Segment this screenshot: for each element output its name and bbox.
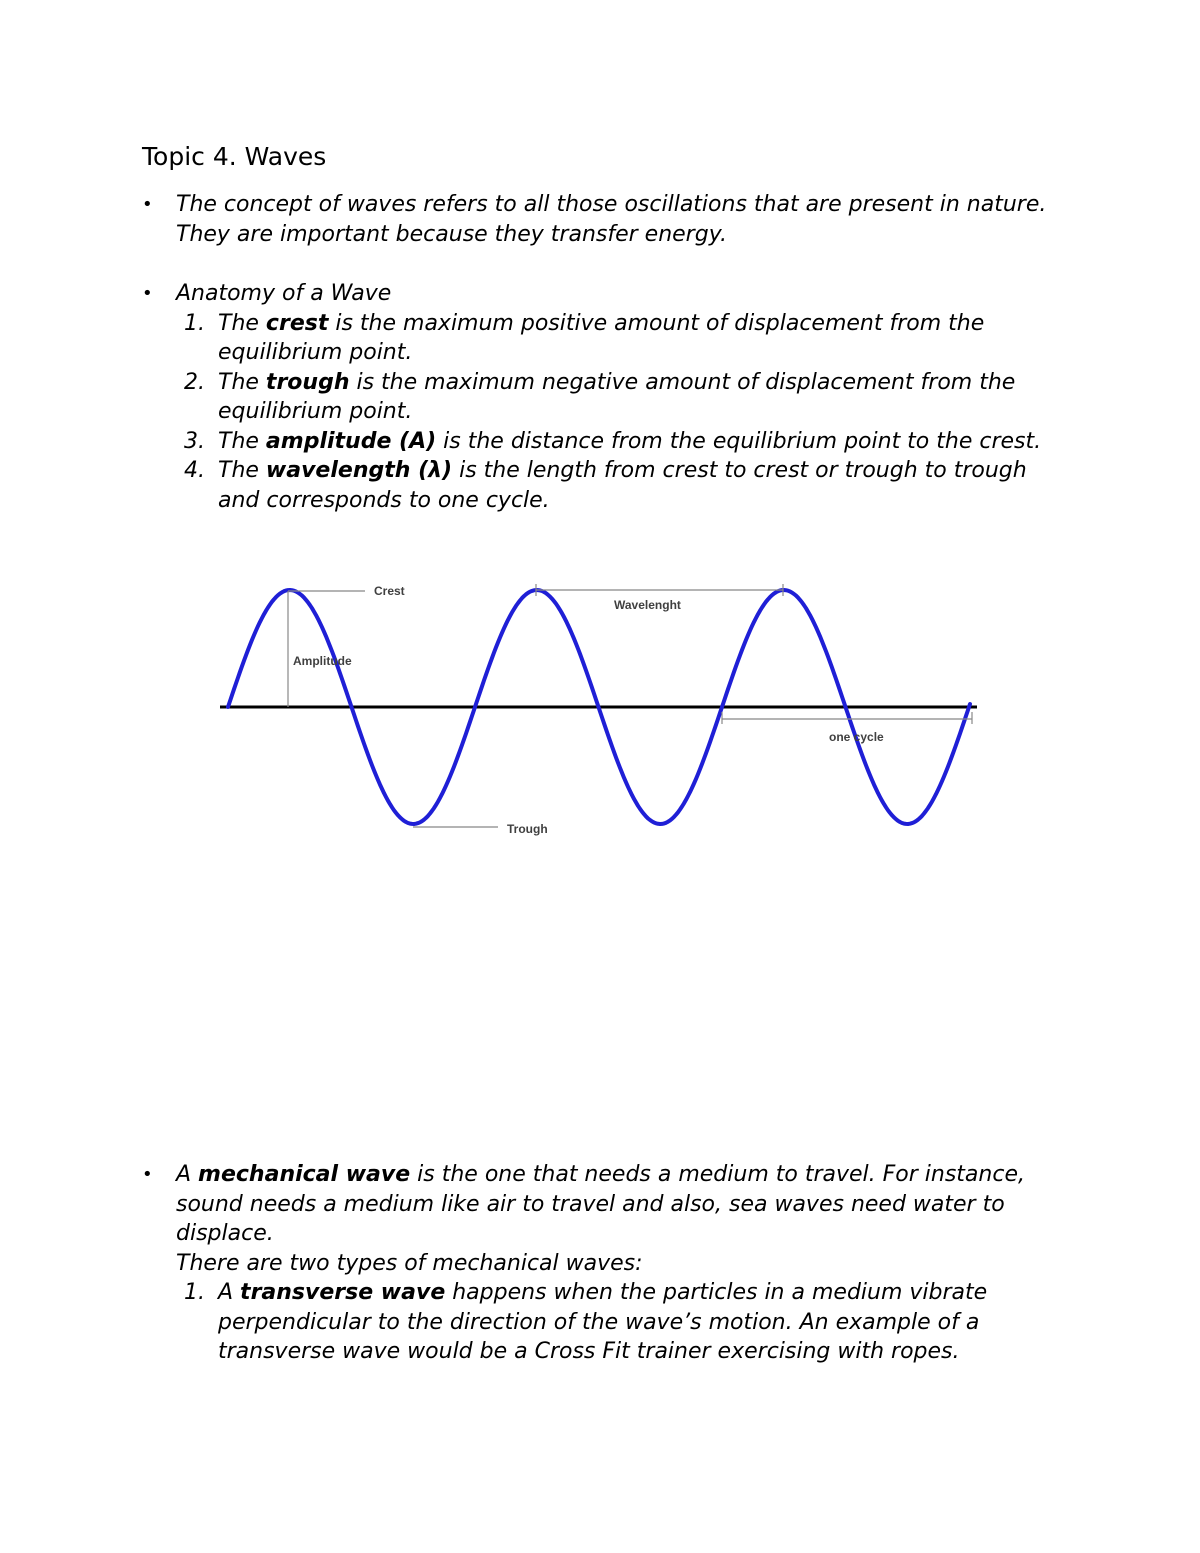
term-crest: crest (265, 310, 329, 336)
item-text: A (218, 1280, 241, 1305)
item-text: is the distance from the equilibrium point to the crest. (436, 428, 1042, 454)
anatomy-section (142, 279, 1072, 515)
crest-label: Crest (374, 584, 405, 598)
list-item (142, 279, 1072, 309)
term-transverse-wave: transverse wave (240, 1280, 446, 1305)
item-text: The (218, 428, 266, 454)
item-text: The (218, 310, 266, 336)
list-item (142, 1160, 1072, 1278)
wave-diagram (210, 572, 990, 852)
list-number: 1. (184, 1280, 205, 1305)
anatomy-item-crest (142, 309, 1072, 368)
anatomy-item-trough (142, 368, 1072, 427)
item-text: is the length from crest to crest or trough to trough and corresponds to one cycle. (218, 458, 1027, 513)
intro-text: The concept of waves refers to all those oscillations that are present in nature. They are important because they transfer energy. (176, 192, 1047, 247)
anatomy-label: Anatomy of a Wave (176, 281, 392, 306)
item-text: The (218, 458, 266, 483)
term-wavelength: wavelength (λ) (265, 458, 453, 483)
bullet-icon: • (142, 194, 153, 215)
bullet-icon: • (142, 283, 153, 304)
item-text: happens when the particles in a medium vibrate perpendicular to the direction of the wave’s motion. An example of a transverse wave would be a Cross Fit trainer exercising with ropes. (218, 1280, 988, 1364)
mechanical-section (142, 1160, 1072, 1367)
item-text: A (176, 1162, 199, 1187)
bullet-icon: • (142, 1164, 153, 1185)
intro-section (142, 190, 1072, 249)
amplitude-label: Amplitude (293, 654, 352, 668)
item-text: The (218, 369, 266, 395)
item-text: is the one that needs a medium to travel. For instance, sound needs a medium like air to travel and also, sea waves need water to displace. (176, 1162, 1025, 1246)
term-amplitude: amplitude (A) (265, 428, 437, 454)
list-number: 3. (184, 428, 205, 454)
page-title: Topic 4. Waves (142, 142, 327, 171)
list-number: 1. (184, 310, 205, 336)
types-intro: There are two types of mechanical waves: (176, 1250, 643, 1276)
wave-diagram-svg (210, 572, 990, 852)
item-text: is the maximum positive amount of displacement from the equilibrium point. (218, 310, 985, 365)
anatomy-item-amplitude (142, 427, 1072, 457)
term-mechanical-wave: mechanical wave (198, 1162, 411, 1187)
mechanical-item-transverse (142, 1278, 1072, 1367)
cycle-label: one cycle (829, 730, 884, 744)
list-number: 2. (184, 369, 205, 395)
list-item (142, 190, 1072, 249)
wavelength-label: Wavelenght (614, 598, 681, 612)
anatomy-item-wavelength (142, 456, 1072, 515)
trough-label: Trough (507, 822, 548, 836)
list-number: 4. (184, 458, 205, 483)
item-text: is the maximum negative amount of displacement from the equilibrium point. (218, 369, 1016, 424)
term-trough: trough (265, 369, 350, 395)
